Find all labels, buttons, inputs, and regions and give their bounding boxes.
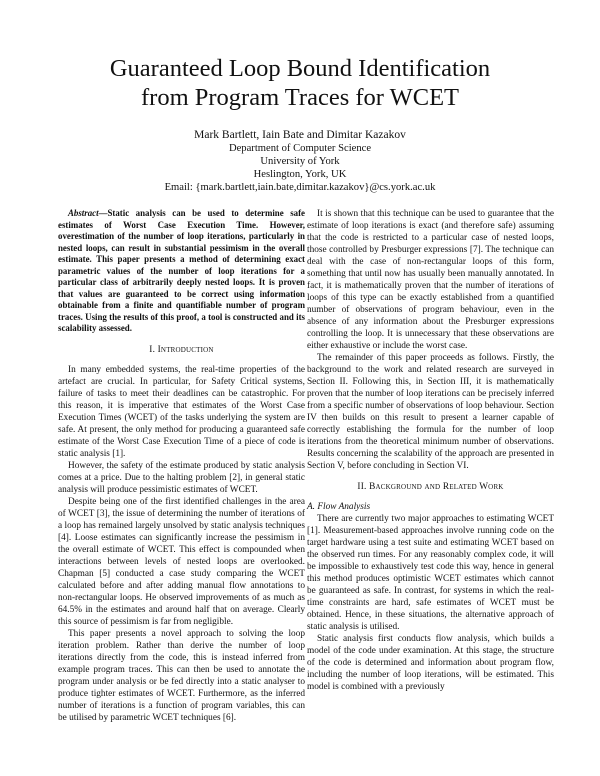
- paragraph: Static analysis first conducts flow analysis, which builds a model of the code under examination. At this stage, the structure of the code is determined and information about program flow, including the number of loop iterations, will be estimated. This model is combined with a previously: [307, 634, 554, 692]
- abstract: [58, 208, 305, 335]
- section-number: II.: [357, 482, 367, 492]
- left-column: [58, 208, 305, 724]
- author-names: Mark Bartlett, Iain Bate and Dimitar Kazakov: [194, 129, 406, 141]
- paper-title: [60, 54, 540, 112]
- abstract-text: —Static analysis can be used to determine safe estimates of Worst Case Execution Time. However, overestimation of the number of loop iterations, particularly in nested loops, can result in substantial pessimism in the overall estimate. This paper presents a method of determining exact parametric values of the number of loop iterations for a particular class of arbitrarily deeply nested loops. It is proven that values are guaranteed to be correct using information obtainable from a finite and quantifiable number of program traces. Using the results of this proof, a tool is constructed and its scalability assessed.: [58, 208, 305, 333]
- paragraph: The remainder of this paper proceeds as follows. Firstly, the background to the work and related research are surveyed in Section II. Following this, in Section III, it is mathematically proven that the number of loop iterations can be precisely inferred from a specific number of observations of loop behaviour. Section IV then builds on this result to present a learner capable of correctly establishing the formula for the number of loop iterations from the theoretical minimum number of observations. Results concerning the scalability of the approach are presented in Section V, before concluding in Section VI.: [307, 353, 554, 471]
- section-title: Background and Related Work: [369, 482, 504, 492]
- paragraph: However, the safety of the estimate produced by static analysis comes at a price. Due to the halting problem [2], in general static analysis will produce pessimistic estimates of WCET.: [58, 460, 305, 495]
- author-university: University of York: [260, 156, 340, 167]
- paragraph: There are currently two major approaches to estimating WCET [1]. Measurement-based approaches involve running code on the target hardware using a test suite and estimating WCET based on the observed run times. For any reasonably complex code, it will be impossible to exhaustively test code this way, hence in general this method produces optimistic WCET estimates which cannot be guaranteed as safe. In contrast, for systems in which the real-time constraints are hard, safe estimates of WCET must be obtained. Hence, in these situations, the alternative approach of static analysis is utilised.: [307, 514, 554, 632]
- paragraph: It is shown that this technique can be used to guarantee that the estimate of loop iterations is exact (and therefore safe) assuming that the code is restricted to a particular case of nested loops, those controlled by Presburger expressions [7]. The technique can deal with the case of non-rectangular loops of this form, something that until now has usually been manually annotated. In fact, it is mathematically proven that the number of iterations of loops of this type can be exactly established from a quantified number of observations of program behaviour, even in the absence of any information about the Presburger expressions controlling the loop. It is unnecessary that these observations are either exhaustive or include the worst case.: [307, 209, 554, 351]
- author-email: Email: {mark.bartlett,iain.bate,dimitar.kazakov}@cs.york.ac.uk: [164, 182, 436, 193]
- paragraph: Despite being one of the first identified challenges in the area of WCET [3], the issue of determining the number of iterations of a loop has remained largely unsolved by static analysis techniques [4]. Loose estimates can significantly increase the pessimism in the overall estimate of WCET. This effect is compounded when interactions between levels of nested loops are overlooked. Chapman [5] conducted a case study comparing the WCET calculated before and after adding manual flow annotations to non-rectangular loops. He observed improvements of as much as 64.5% in the estimates and around half that on average. Clearly this source of pessimism is far from negligible.: [58, 496, 305, 627]
- subsection-heading: A. Flow Analysis: [307, 502, 371, 512]
- abstract-lead: Abstract: [68, 208, 99, 218]
- section-heading-background: [307, 481, 554, 493]
- section-title: Introduction: [157, 344, 214, 355]
- right-column: [307, 208, 554, 693]
- title-line-2: from Program Traces for WCET: [141, 84, 459, 111]
- paragraph: In many embedded systems, the real-time properties of the artefact are crucial. In particular, for Safety Critical systems, failure of tasks to meet their deadlines can be catastrophic. For this reason, it is imperative that estimates of the Worst Case Execution Times (WCET) of the tasks underlying the system are safe. At present, the only method for producing a guaranteed safe estimate of the Worst Case Execution Time of a piece of code is static analysis [1].: [58, 364, 305, 459]
- section-number: I.: [149, 344, 156, 355]
- author-department: Department of Computer Science: [228, 143, 372, 154]
- author-block: [60, 128, 540, 194]
- author-location: Heslington, York, UK: [253, 169, 347, 180]
- paragraph: This paper presents a novel approach to solving the loop iteration problem. Rather than derive the number of loop iterations directly from the code, this is instead inferred from example program traces. This can then be used to annotate the program under analysis or be fed directly into a static analyser to produce tighter estimates of WCET. Furthermore, as the inferred number of iterations is a function of program variables, this can be utilised by parametric WCET techniques [6].: [58, 628, 305, 723]
- section-heading-introduction: [58, 344, 305, 356]
- title-line-1: Guaranteed Loop Bound Identification: [109, 55, 491, 82]
